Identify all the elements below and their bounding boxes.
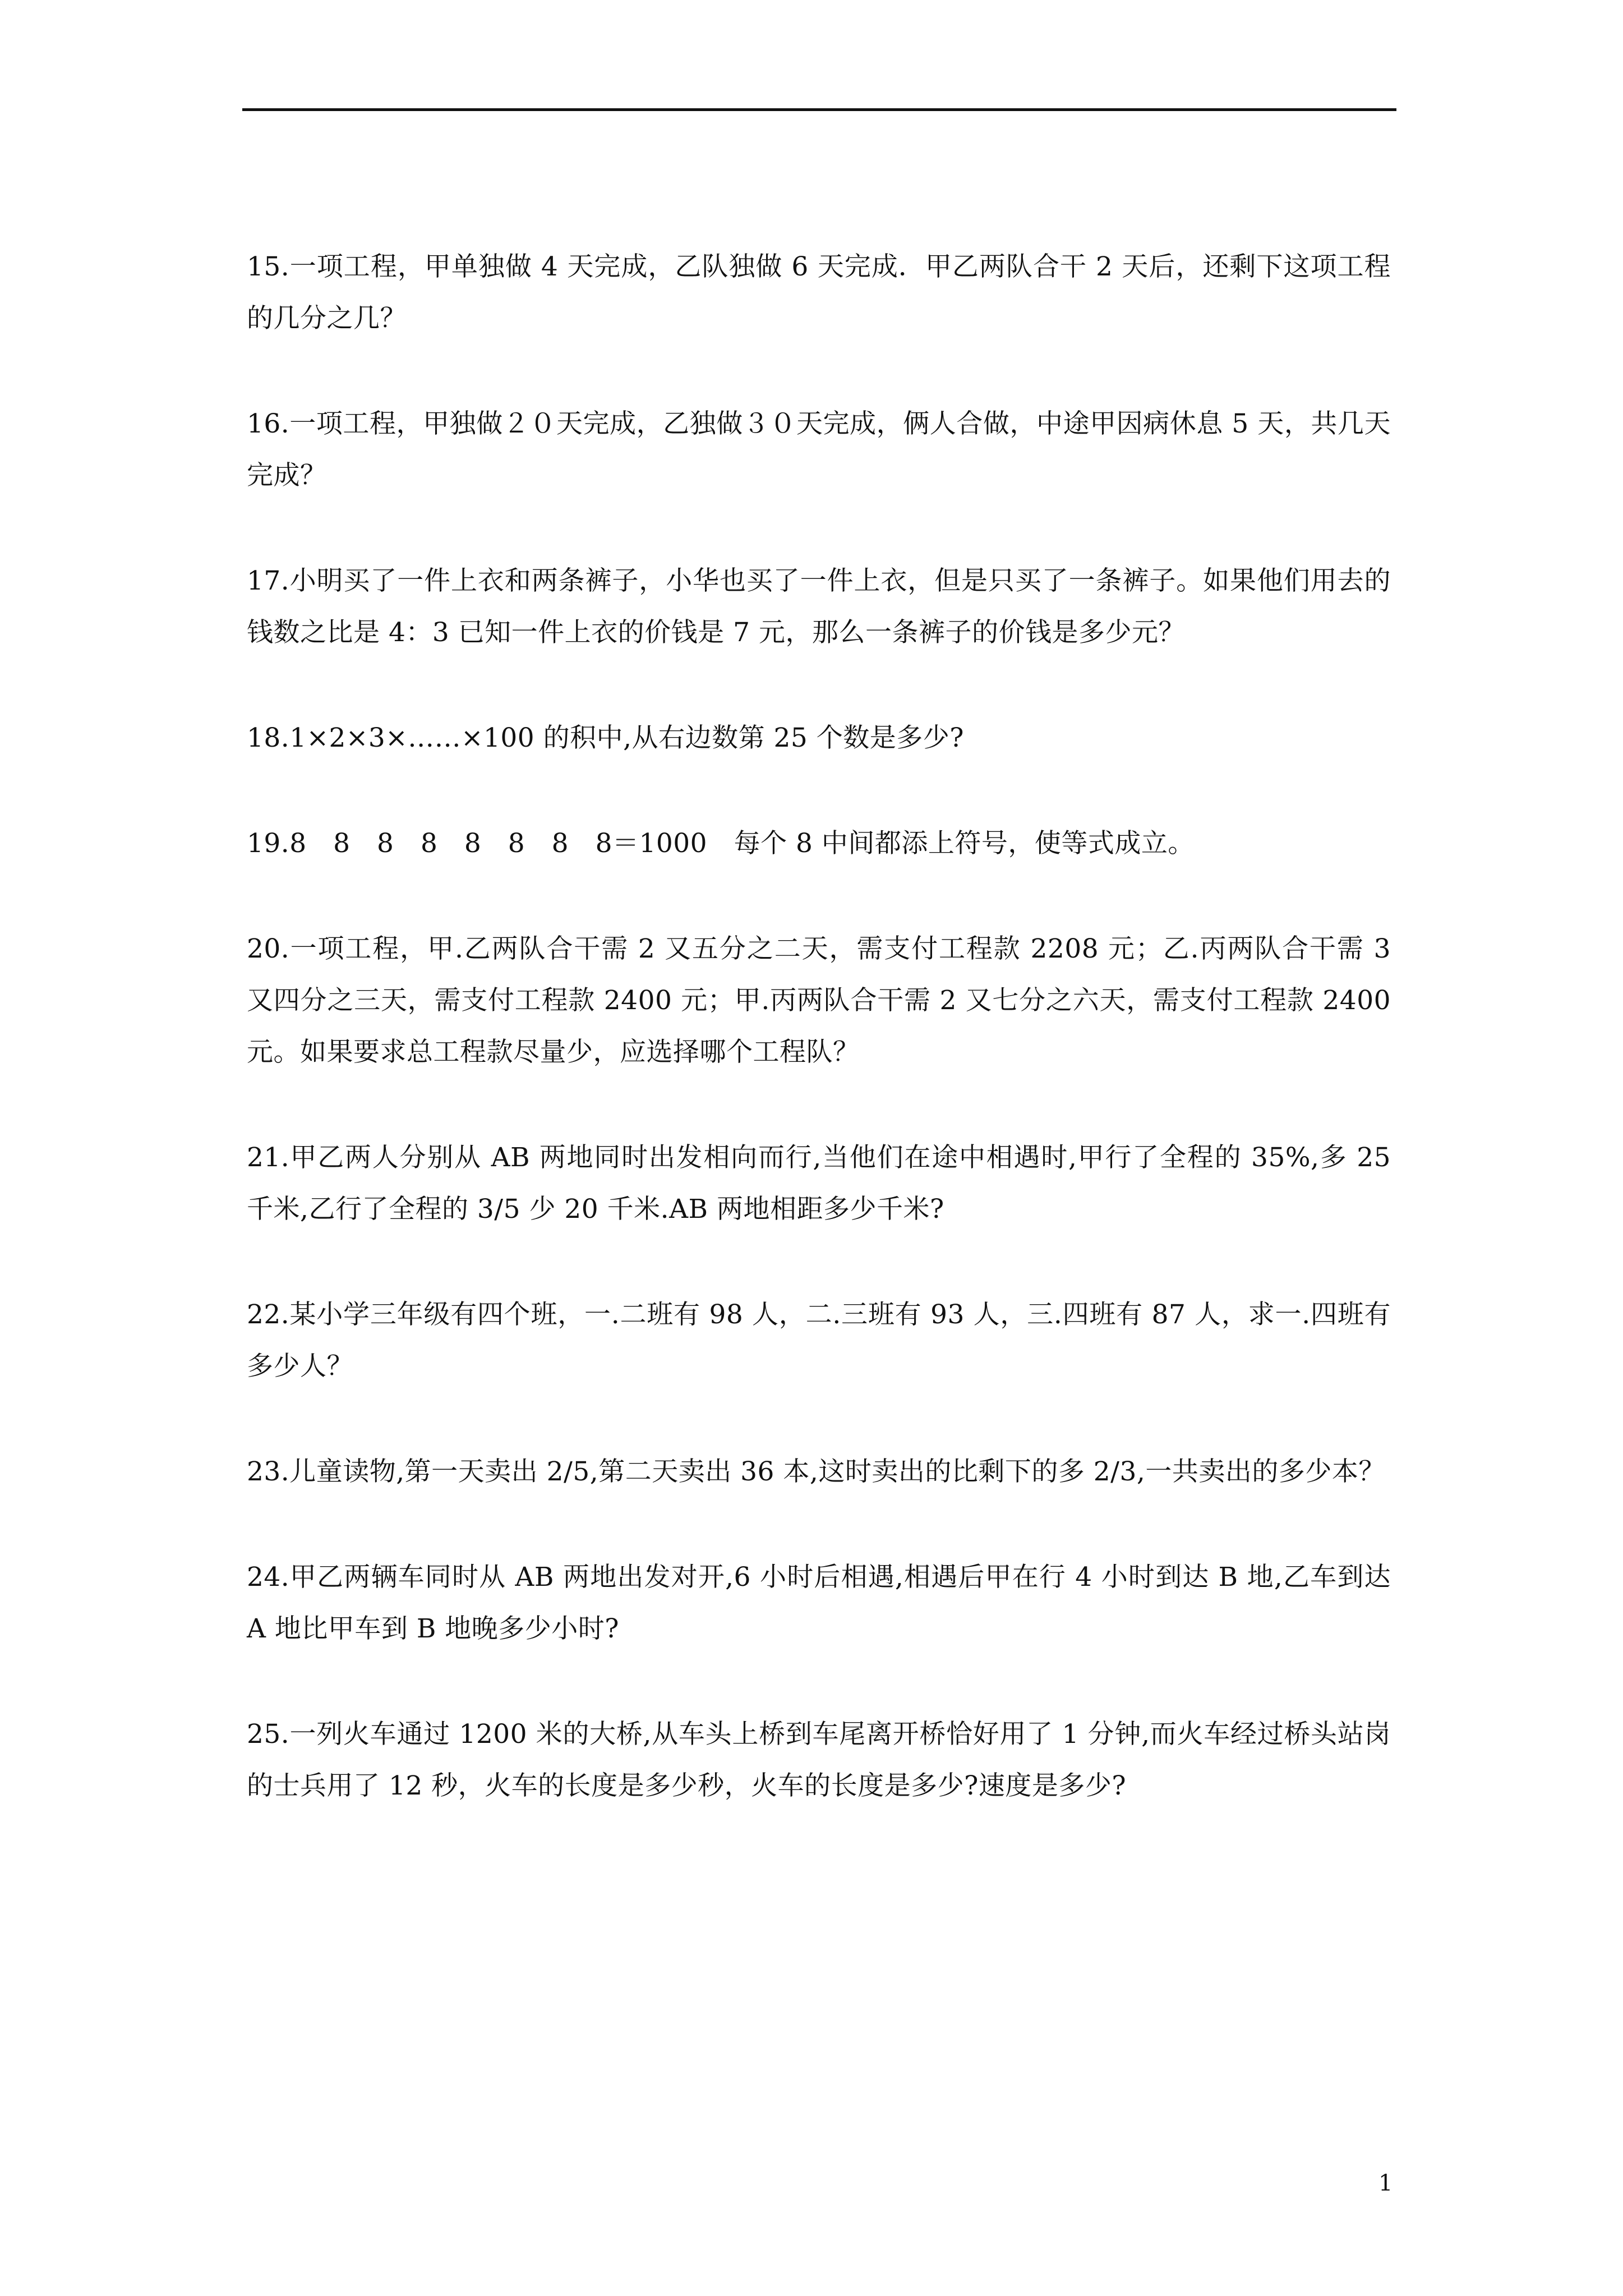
- header-rule: [242, 108, 1396, 111]
- question-15: 15.一项工程，甲单独做 4 天完成，乙队独做 6 天完成．甲乙两队合干 2 天后，还剩下这项工程的几分之几？: [247, 251, 1391, 334]
- question-21: 21.甲乙两人分别从 AB 两地同时出发相向而行,当他们在途中相遇时,甲行了全程的 35%,多 25 千米,乙行了全程的 3/5 少 20 千米.AB 两地相距多少千米?: [247, 1142, 1400, 1225]
- question-23: 23.儿童读物,第一天卖出 2/5,第二天卖出 36 本,这时卖出的比剩下的多 2/3,一共卖出的多少本？: [247, 1456, 1385, 1487]
- page-number: 1: [1378, 2170, 1393, 2196]
- question-20: 20.一项工程，甲.乙两队合干需 2 又五分之二天，需支付工程款 2208 元；乙.丙两队合干需 3 又四分之三天，需支付工程款 2400 元；甲.丙两队合干需 2 又七分之六天，需支付工程款 2400 元。如果要求总工程款尽量少，应选择哪个工程队？: [247, 933, 1400, 1068]
- question-17: 17.小明买了一件上衣和两条裤子，小华也买了一件上衣，但是只买了一条裤子。如果他们用去的钱数之比是 4：3 已知一件上衣的价钱是 7 元，那么一条裤子的价钱是多少元？: [247, 565, 1391, 648]
- question-19: 19.8 8 8 8 8 8 8 8＝1000 每个 8 中间都添上符号，使等式成立。: [247, 828, 1195, 859]
- question-list: [247, 241, 1400, 1866]
- question-18: 18.1×2×3×……×100 的积中,从右边数第 25 个数是多少?: [247, 723, 964, 753]
- question-24: 24.甲乙两辆车同时从 AB 两地出发对开,6 小时后相遇,相遇后甲在行 4 小时到达 B 地,乙车到达 A 地比甲车到 B 地晚多少小时?: [247, 1562, 1400, 1644]
- question-22: 22.某小学三年级有四个班，一.二班有 98 人，二.三班有 93 人，三.四班有 87 人，求一.四班有多少人？: [247, 1299, 1391, 1382]
- question-16: 16.一项工程，甲独做２０天完成，乙独做３０天完成，俩人合做，中途甲因病休息 5 天，共几天完成？: [247, 408, 1391, 491]
- question-25: 25.一列火车通过 1200 米的大桥,从车头上桥到车尾离开桥恰好用了 1 分钟,而火车经过桥头站岗的士兵用了 12 秒，火车的长度是多少秒，火车的长度是多少?速度是多少?: [247, 1719, 1391, 1801]
